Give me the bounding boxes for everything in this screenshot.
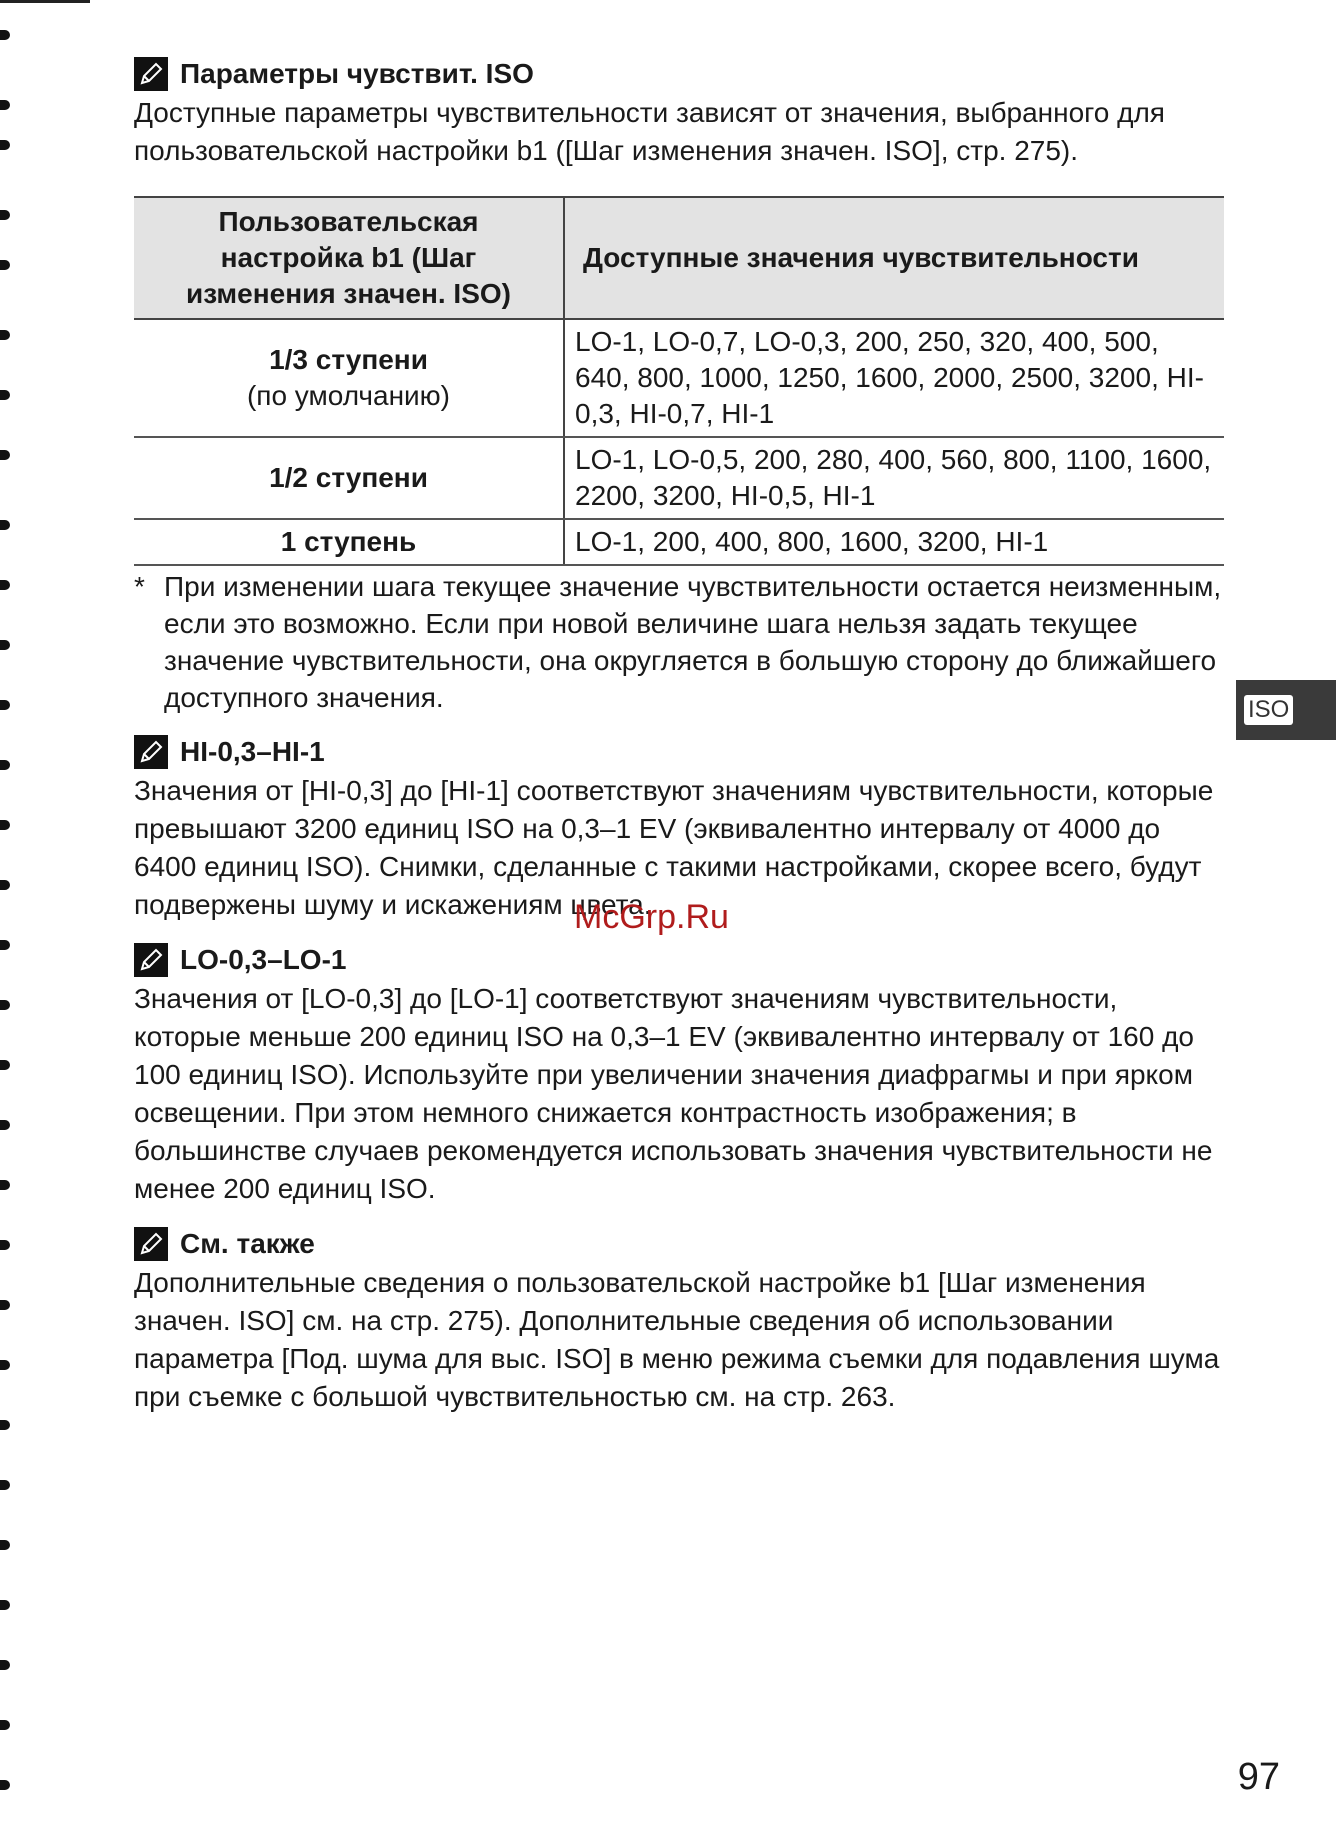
iso-tab-label: ISO bbox=[1244, 695, 1293, 725]
section-heading bbox=[134, 56, 1224, 92]
pencil-note-icon bbox=[134, 57, 168, 91]
table-row bbox=[134, 437, 1224, 519]
section-title: LO-0,3–LO-1 bbox=[180, 944, 347, 975]
table-cell-step bbox=[134, 319, 564, 437]
step-label: 1/3 ступени bbox=[269, 344, 428, 375]
spiral-binding bbox=[0, 0, 14, 1824]
table-row bbox=[134, 519, 1224, 565]
table-cell-values: LO-1, LO-0,5, 200, 280, 400, 560, 800, 1100, 1600, 2200, 3200, HI-0,5, HI-1 bbox=[564, 437, 1224, 519]
iso-side-tab bbox=[1236, 680, 1336, 740]
step-label: 1 ступень bbox=[280, 526, 417, 557]
table-header-setting: Пользовательская настройка b1 (Шаг изменения значен. ISO) bbox=[134, 197, 564, 319]
section-text: Значения от [LO-0,3] до [LO-1] соответствуют значениям чувствительности, которые меньше 200 единиц ISO на 0,3–1 EV (эквивалентно интервалу от 160 до 100 единиц ISO). Используйте при увеличении значения диафрагмы и при ярком освещении. При этом немного снижается контрастность изображения; в большинстве случаев рекомендуется использовать значения чувствительности не менее 200 единиц ISO. bbox=[134, 983, 1213, 1204]
section-heading bbox=[134, 942, 1224, 978]
section-title: HI-0,3–HI-1 bbox=[180, 736, 325, 767]
section-title: См. также bbox=[180, 1228, 315, 1259]
pencil-note-icon bbox=[134, 735, 168, 769]
step-label: 1/2 ступени bbox=[269, 462, 428, 493]
table-cell-step bbox=[134, 519, 564, 565]
section-hi bbox=[134, 734, 1224, 924]
footnote-mark: * bbox=[134, 571, 145, 602]
pencil-note-icon bbox=[134, 1227, 168, 1261]
table-header-row bbox=[134, 197, 1224, 319]
table-row bbox=[134, 319, 1224, 437]
section-heading bbox=[134, 1226, 1224, 1262]
watermark: McGrp.Ru bbox=[574, 898, 729, 936]
table-cell-values: LO-1, 200, 400, 800, 1600, 3200, HI-1 bbox=[564, 519, 1224, 565]
table-cell-step bbox=[134, 437, 564, 519]
footnote bbox=[134, 568, 1224, 716]
page-content bbox=[134, 56, 1224, 1416]
section-title: Параметры чувствит. ISO bbox=[180, 58, 534, 89]
iso-values-table bbox=[134, 196, 1224, 566]
section-text: Дополнительные сведения о пользовательской настройке b1 [Шаг изменения значен. ISO] см. на стр. 275). Дополнительные сведения об использовании параметра [Под. шума для выс. ISO] в меню режима съемки для подавления шума при съемке с большой чувствительностью см. на стр. 263. bbox=[134, 1267, 1220, 1412]
pencil-note-icon bbox=[134, 943, 168, 977]
section-iso-params bbox=[134, 56, 1224, 170]
section-see-also bbox=[134, 1226, 1224, 1416]
section-heading bbox=[134, 734, 1224, 770]
section-text: Значения от [HI-0,3] до [HI-1] соответствуют значениям чувствительности, которые превышают 3200 единиц ISO на 0,3–1 EV (эквивалентно интервалу от 4000 до 6400 единиц ISO). Снимки, сделанные с такими настройками, скорее всего, будут подвержены шуму и искажениям цвета. bbox=[134, 775, 1214, 920]
page-number: 97 bbox=[1237, 1756, 1280, 1798]
section-lo bbox=[134, 942, 1224, 1208]
step-note: (по умолчанию) bbox=[246, 380, 451, 411]
table-header-values: Доступные значения чувствительности bbox=[564, 197, 1224, 319]
footnote-text: При изменении шага текущее значение чувствительности остается неизменным, если это возможно. Если при новой величине шага нельзя задать текущее значение чувствительности, она округляется в большую сторону до ближайшего доступного значения. bbox=[164, 571, 1222, 713]
table-cell-values: LO-1, LO-0,7, LO-0,3, 200, 250, 320, 400, 500, 640, 800, 1000, 1250, 1600, 2000, 2500, 3200, HI-0,3, HI-0,7, HI-1 bbox=[564, 319, 1224, 437]
section-text: Доступные параметры чувствительности зависят от значения, выбранного для пользовательской настройки b1 ([Шаг изменения значен. ISO], стр. 275). bbox=[134, 97, 1165, 166]
